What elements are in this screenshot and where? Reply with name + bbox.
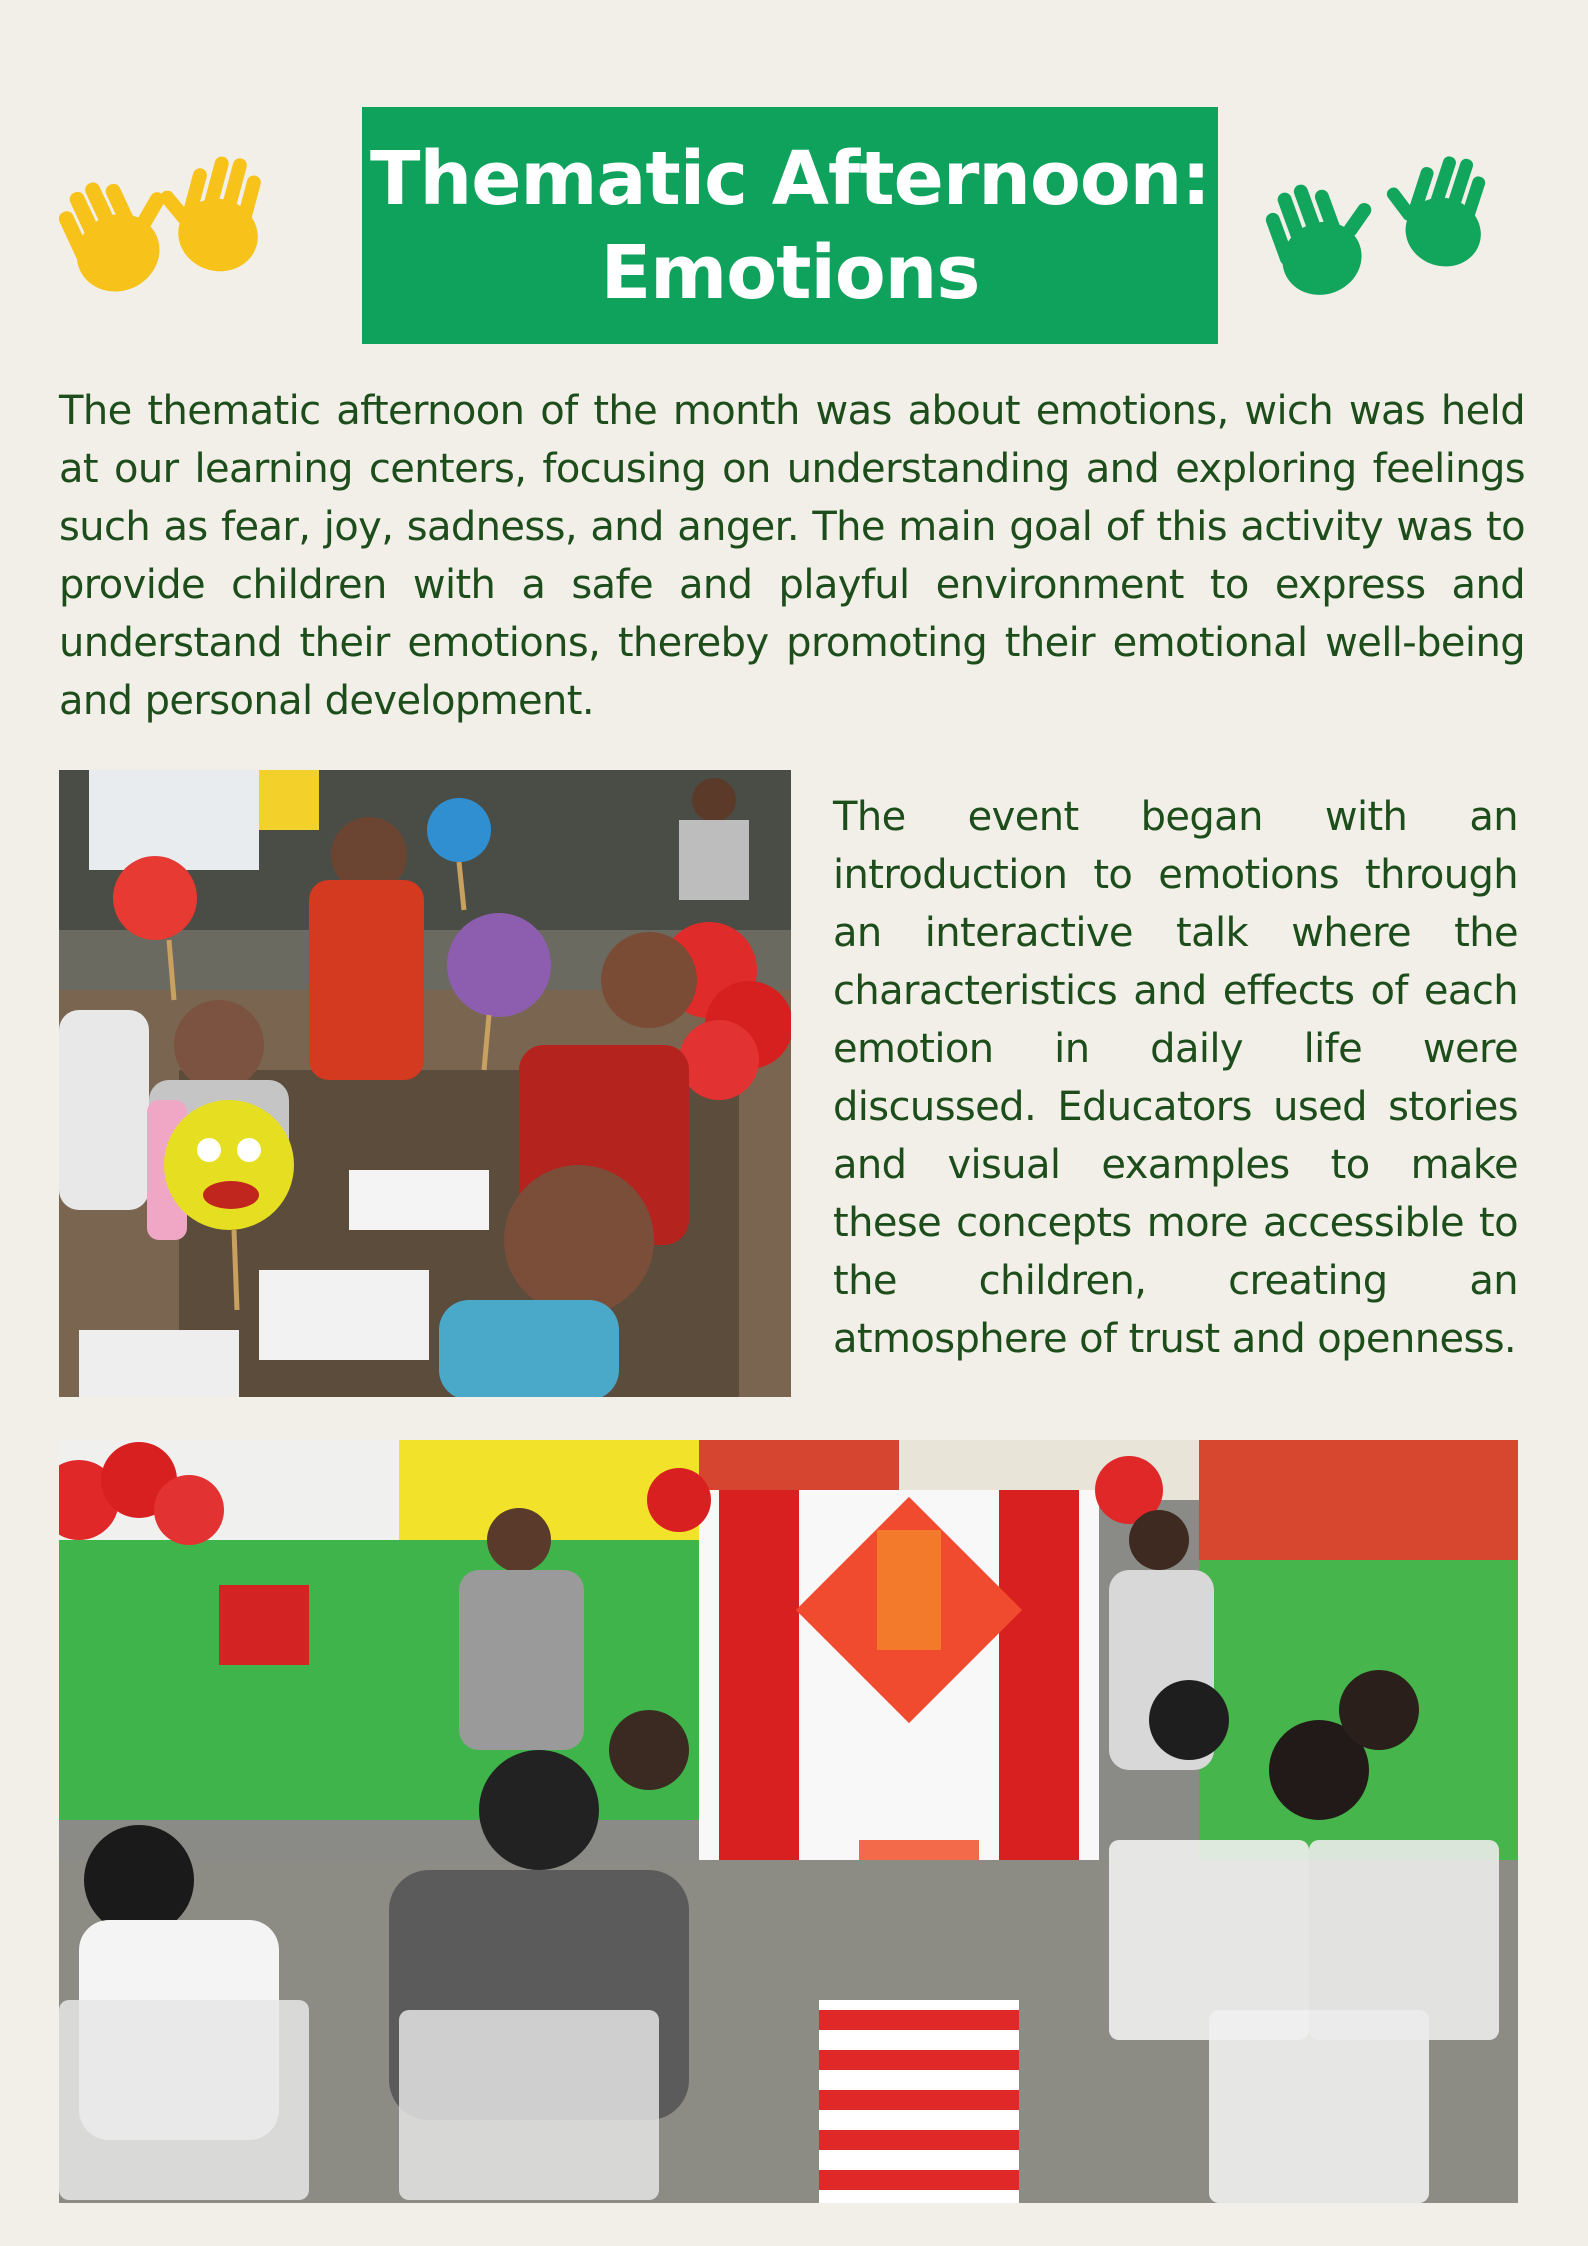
event-paragraph: The event began with an introduction to emotions through an interactive talk where the characteristics and effects of each emotion in daily life were discussed. Educators used stories and visual examples to make these concepts more accessible to the children, creating an atmosphere of trust and openness.	[833, 794, 1518, 1362]
photo-children-with-emotion-faces-icon	[59, 770, 791, 1397]
title-line-2: Emotions	[600, 229, 980, 316]
title-line-1: Thematic Afternoon:	[370, 135, 1210, 222]
photo-anger-presentation-icon	[59, 1440, 1518, 2203]
classroom-photo	[59, 770, 791, 1397]
green-hands-icon	[1245, 140, 1515, 310]
page-title	[362, 107, 1218, 344]
yellow-hands-icon	[40, 140, 300, 310]
presentation-photo	[59, 1440, 1518, 2203]
intro-paragraph: The thematic afternoon of the month was about emotions, wich was held at our learning centers, focusing on understanding and exploring feelings such as fear, joy, sadness, and anger. The main goal of this activity was to provide children with a safe and playful environment to express and understand their emotions, thereby promoting their emotional well-being and personal development.	[59, 388, 1525, 724]
